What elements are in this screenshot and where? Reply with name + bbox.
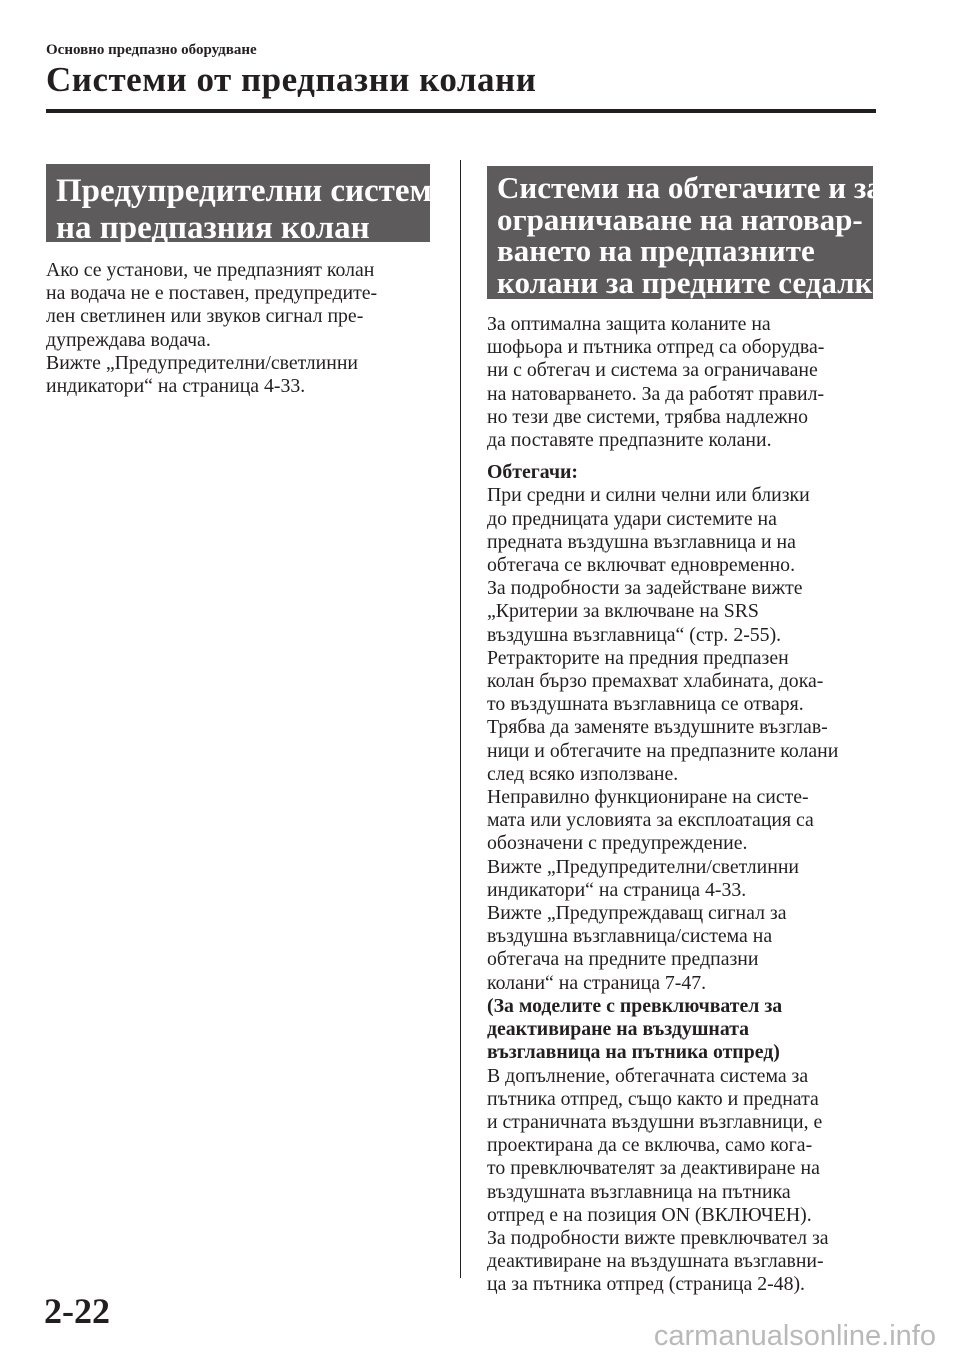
text-line: и страничната въздушни възглавници, е	[487, 1110, 823, 1133]
text-line: ни с обтегач и система за ограничаване	[487, 359, 818, 382]
text-line: въздушна възглавница/система на	[487, 925, 773, 948]
section-label: Основно предпазно оборудване	[46, 42, 257, 58]
switch-title-line: деактивиране на въздушната	[487, 1018, 750, 1041]
text-line: на натоварването. За да работят правил-	[487, 382, 825, 405]
seatbelt-warning-text	[46, 259, 430, 398]
text-line: след всяко използване.	[487, 762, 679, 785]
text-line: лен светлинен или звуков сигнал пре-	[46, 305, 364, 328]
text-line: Неправилно функциониране на систе-	[487, 786, 809, 809]
switch-title-line: (За моделите с превключвател за	[487, 994, 783, 1017]
text-line: индикатори“ на страница 4-33.	[46, 375, 306, 398]
column-divider	[460, 160, 461, 1278]
text-line: дупреждава водача.	[46, 328, 211, 351]
left-column	[46, 164, 452, 398]
text-line: обтегача се включват едновременно.	[487, 554, 796, 577]
heading-line: ограничаване на натовар-	[497, 201, 863, 237]
text-line: В допълнение, обтегачната система за	[487, 1064, 809, 1087]
intro-paragraph	[487, 313, 873, 452]
text-line: предната въздушна възглавница и на	[487, 530, 796, 553]
heading-line: ването на предпазните	[497, 233, 815, 268]
text-line: За оптимална защита коланите на	[487, 313, 771, 335]
text-line: Вижте „Предупредителни/светлинни	[487, 855, 800, 878]
text-line: За подробности за задействане вижте	[487, 577, 803, 600]
text-line: но тези две системи, трябва надлежно	[487, 405, 808, 428]
text-line: отпред е на позиция ON (ВКЛЮЧЕН).	[487, 1203, 812, 1226]
pretensioner-section	[487, 461, 873, 1296]
text-line: проектирана да се включва, само кога-	[487, 1134, 813, 1157]
text-line: до предницата удари системите на	[487, 507, 777, 530]
heading-line: на предпазния колан	[56, 210, 370, 246]
text-line: За подробности вижте превключвател за	[487, 1226, 829, 1249]
text-line: мата или условията за експлоатация са	[487, 809, 814, 832]
page-number: 2-22	[44, 1291, 110, 1331]
pretensioner-title: Обтегачи:	[487, 461, 578, 484]
title-rule	[46, 109, 876, 113]
text-line: да поставяте предпазните колани.	[487, 429, 772, 452]
text-line: Трябва да заменяте въздушните възглав-	[487, 716, 828, 739]
heading-line: Предупредителни системи	[56, 173, 452, 209]
text-line: то въздушната възглавница се отваря.	[487, 693, 804, 716]
text-line: индикатори“ на страница 4-33.	[487, 878, 747, 901]
heading-line: колани за предните седалки	[497, 264, 891, 300]
text-line: на водача не е поставен, предупредите-	[46, 282, 378, 305]
text-line: шофьора и пътника отпред са оборудва-	[487, 336, 825, 359]
text-line: обтегача на предните предпазни	[487, 948, 759, 971]
text-line: то превключвателят за деактивиране на	[487, 1157, 820, 1180]
text-line: „Критерии за включване на SRS	[487, 600, 759, 623]
watermark: carmanualsonline.info	[653, 1320, 936, 1352]
text-line: ници и обтегачите на предпазните колани	[487, 739, 839, 762]
text-line: въздушната възглавница на пътника	[487, 1180, 791, 1203]
switch-title-line: възглавница на пътника отпред)	[487, 1041, 780, 1064]
text-line: При средни и силни челни или близки	[487, 484, 810, 507]
right-column	[487, 166, 891, 1297]
text-line: деактивиране на въздушната възглавни-	[487, 1250, 824, 1273]
text-line: колани“ на страница 7-47.	[487, 971, 707, 994]
text-line: Ако се установи, че предпазният колан	[46, 259, 375, 281]
pretensioner-heading	[487, 166, 891, 300]
text-line: ца за пътника отпред (страница 2-48).	[487, 1273, 805, 1296]
seatbelt-warning-heading	[46, 164, 452, 246]
text-line: пътника отпред, също както и предната	[487, 1087, 819, 1110]
text-line: Вижте „Предупредителни/светлинни	[46, 351, 359, 374]
text-line: Вижте „Предупреждаващ сигнал за	[487, 902, 787, 925]
heading-line: Системи на обтегачите и за	[497, 170, 882, 205]
chapter-title: Системи от предпазни колани	[46, 60, 537, 99]
text-line: обозначени с предупреждение.	[487, 832, 748, 855]
text-line: Ретракторите на предния предпазен	[487, 646, 789, 669]
text-line: колан бързо премахват хлабината, дока-	[487, 670, 824, 693]
text-line: въздушна възглавница“ (стр. 2-55).	[487, 623, 782, 646]
